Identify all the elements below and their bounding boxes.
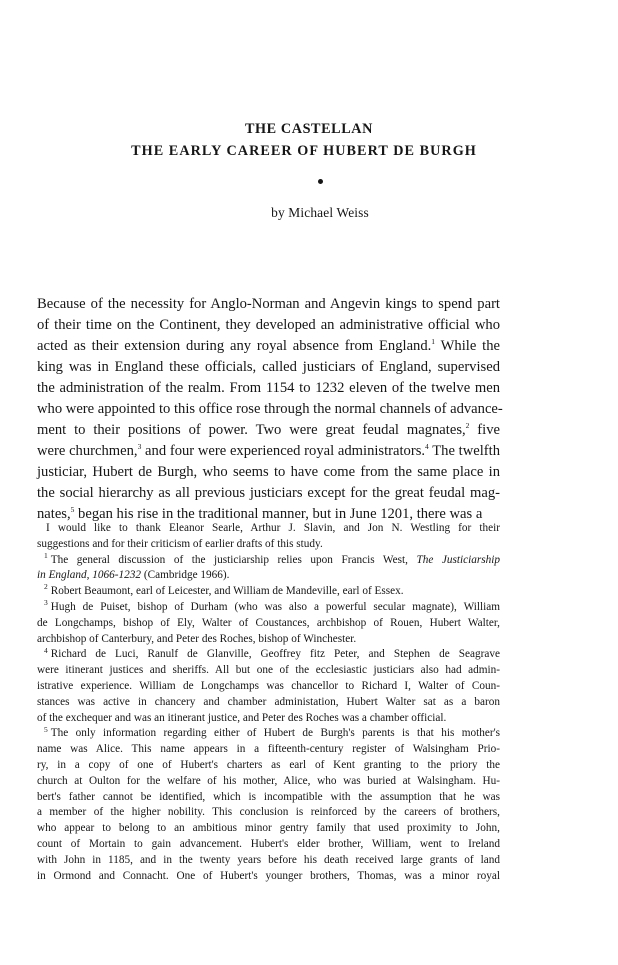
- footnote-line: bert's father cannot be identified, which is incompatible with the assumption that he was: [37, 790, 500, 803]
- footnote-ref: 1: [431, 337, 436, 347]
- footnote-ref: 4: [425, 441, 429, 451]
- footnote-line: of the exchequer and was an itinerant justice, and Peter des Roches was a chamber official.: [37, 711, 447, 724]
- footnote-line: $^3$ Hugh de Puiset, bishop of Durham (who was also a powerful secular magnate), William: [44, 598, 500, 613]
- body-line: Because of the necessity for Anglo-Norman and Angevin kings to spend part: [37, 296, 500, 312]
- footnote-number: 1: [44, 550, 48, 560]
- footnote-line: $^2$ Robert Beaumont, earl of Leicester, and William de Mandeville, earl of Essex.: [44, 582, 404, 598]
- body-line: of their time on the Continent, they developed an administrative official who: [37, 316, 500, 333]
- footnote-line: $^1$ The general discussion of the justiciarship relies upon Francis West, The Justiciarship: [44, 550, 500, 566]
- footnote-number: 3: [44, 598, 48, 608]
- body-line: justiciar, Hubert de Burgh, who seems to have come from the same place in: [37, 463, 500, 480]
- footnote-line: who appear to belong to an ambitious minor gentry family that used proximity to John,: [37, 822, 500, 835]
- author-byline: by Michael Weiss: [271, 205, 369, 220]
- footnote-line: with John in 1185, and in the twenty years before his death received large grants of land: [37, 853, 500, 866]
- footnote-line: ry, in a copy of one of Hubert's charters as earl of Kent granting to the priory the: [37, 758, 500, 771]
- body-line: were churchmen,$^3$ and four were experienced royal administrators.$^4$ The twelfth: [37, 441, 500, 459]
- article-title: THE CASTELLAN: [244, 121, 374, 137]
- footnote-line: in England, 1066-1232 (Cambridge 1966).: [37, 569, 230, 582]
- acknowledgement-line: I would like to thank Eleanor Searle, Arthur J. Slavin, and Jon N. Westling for their: [46, 522, 500, 534]
- footnote-line: were itinerant justices and sheriffs. All but one of the ecclesiastic justiciars also had admin-: [37, 664, 500, 677]
- article-subtitle: THE EARLY CAREER OF HUBERT DE BURGH: [131, 143, 477, 159]
- footnote-line: archbishop of Canterbury, and Peter des Roches, bishop of Winchester.: [37, 632, 357, 645]
- italic-title: The Justiciarship: [416, 553, 500, 566]
- footnote-number: 5: [44, 724, 48, 734]
- acknowledgement-line: suggestions and for their criticism of earlier drafts of this study.: [37, 537, 323, 550]
- footnote-line: $^5$ The only information regarding either of Hubert de Burgh's parents is that his mother's: [44, 724, 500, 740]
- footnote-ref: 2: [465, 420, 470, 430]
- body-line: the administration of the realm. From 1154 to 1232 eleven of the twelve men: [37, 379, 500, 396]
- footnote-number: 2: [44, 582, 48, 592]
- body-line: ment to their positions of power. Two were great feudal magnates,$^2$ five: [37, 420, 500, 438]
- footnote-line: $^4$ Richard de Luci, Ranulf de Glanville, Geoffrey fitz Peter, and Stephen de Seagrave: [44, 645, 500, 661]
- footnote-line: church at Oulton for the welfare of his mother, Alice, who was buried at Walsingham. Hu-: [37, 774, 500, 787]
- bullet-ornament-icon: [318, 179, 323, 184]
- body-paragraph: [37, 294, 503, 524]
- footnote-ref: 3: [137, 441, 142, 451]
- footnote-line: a member of the higher nobility. This conclusion is reinforced by the careers of brothers,: [37, 806, 500, 819]
- footnote-line: in Ormond and Connacht. One of Hubert's younger brothers, Thomas, was a minor royal: [37, 869, 500, 882]
- body-line: acted as their extension during any royal absence from England.$^1$ While the: [37, 337, 500, 354]
- article-header: [0, 120, 618, 221]
- footnote-line: name was Alice. This name appears in a fifteenth-century register of Walsingham Prio-: [37, 743, 500, 756]
- footnote-number: 4: [44, 645, 48, 655]
- italic-title: in England, 1066-1232: [37, 569, 142, 582]
- footnote-line: stances was active in chancery and chamber administation, Hubert Walter sat as a baron: [37, 695, 500, 708]
- body-line: who were appointed to this office rose through the normal channels of advance-: [37, 400, 503, 417]
- body-line: king was in England these officials, called justiciars of England, supervised: [37, 358, 500, 375]
- footnote-line: istrative experience. William de Longchamps was chancellor to Richard I, Walter of Coun-: [37, 679, 500, 692]
- body-line: the social hierarchy as all previous justiciars except for the great feudal mag-: [37, 484, 500, 501]
- body-line: nates,$^5$ began his rise in the traditional manner, but in June 1201, there was a: [37, 504, 483, 522]
- footnote-line: count of Mortain to gain advancement. Hubert's elder brother, William, went to Ireland: [37, 837, 500, 850]
- footnotes: [37, 521, 500, 884]
- footnote-ref: 5: [70, 504, 75, 514]
- footnote-line: de Longchamps, bishop of Ely, Walter of Coustances, archbishop of Rouen, Hubert Walter,: [37, 616, 500, 629]
